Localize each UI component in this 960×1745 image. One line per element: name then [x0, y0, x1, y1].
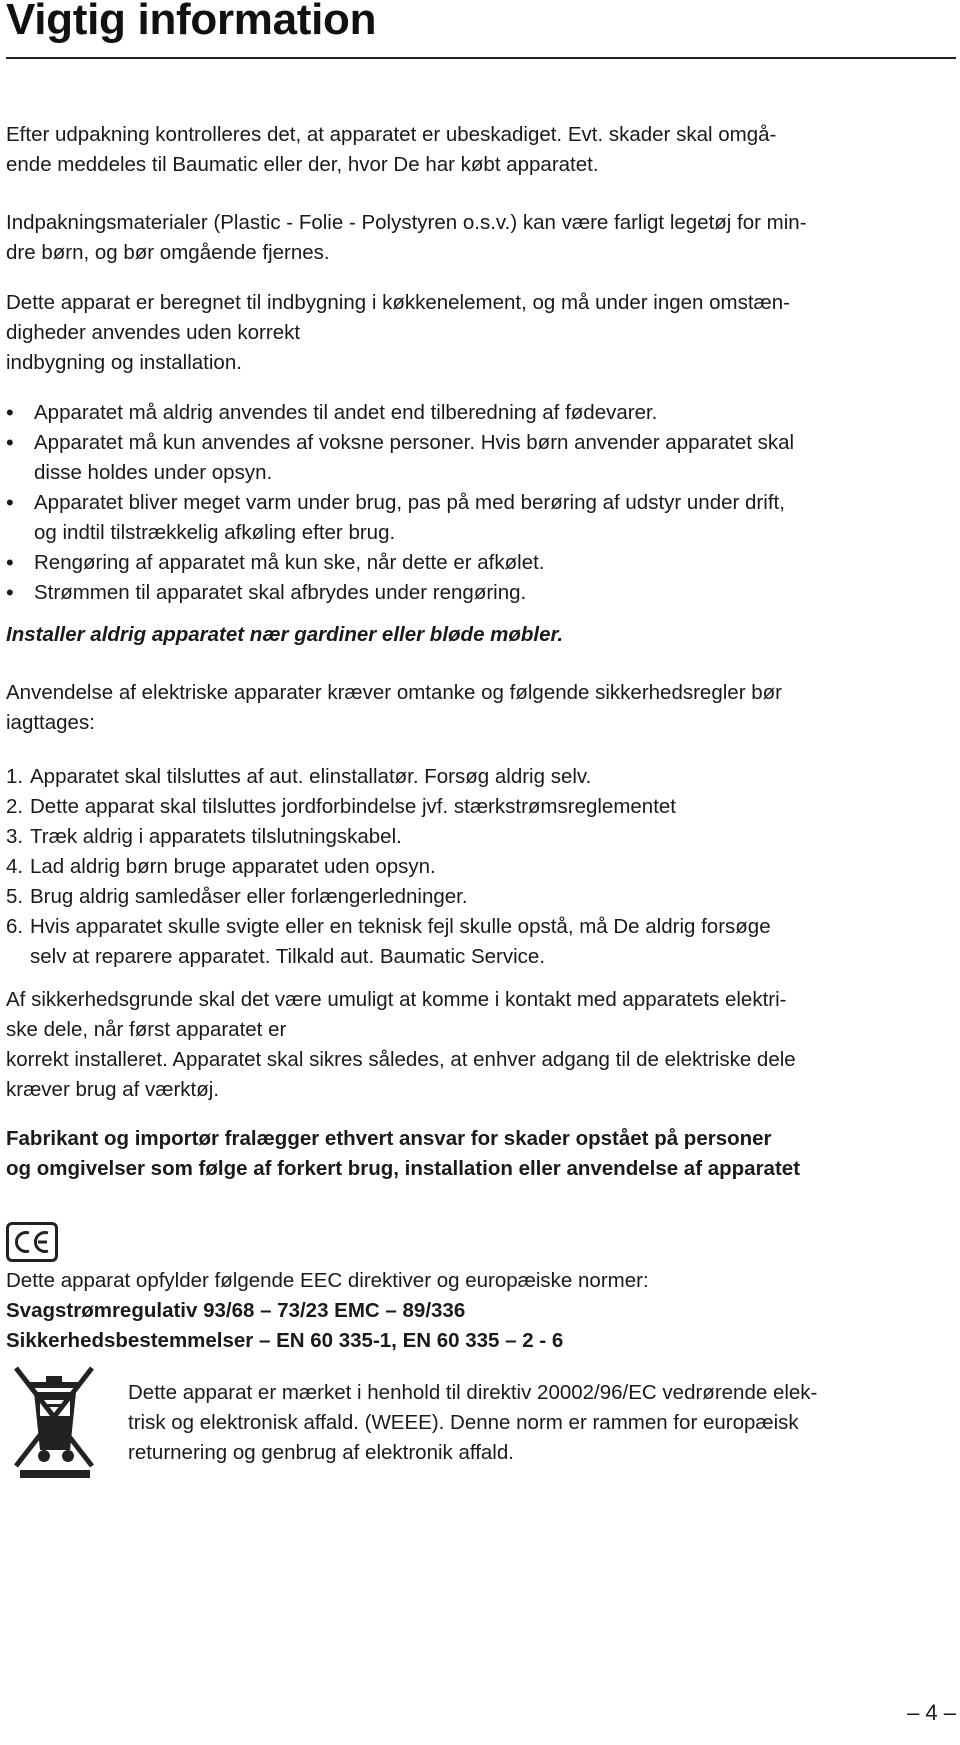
- safety-rules-list: [6, 762, 946, 972]
- rule-item: 2. Dette apparat skal tilsluttes jordforbindelse jvf. stærkstrømsreglementet: [6, 795, 677, 818]
- installation-line: digheder anvendes uden korrekt: [6, 321, 301, 344]
- bullet-item: • Rengøring af apparatet må kun ske, når dette er afkølet.: [6, 548, 946, 578]
- bullet-item: • Strømmen til apparatet skal afbrydes under rengøring.: [6, 578, 946, 608]
- intro-line: ende meddeles til Baumatic eller der, hvor De har købt apparatet.: [6, 153, 599, 176]
- page-title: Vigtig information: [6, 0, 377, 44]
- crossed-out-wheelie-bin-icon: [10, 1362, 98, 1480]
- intro-line: Efter udpakning kontrolleres det, at apparatet er ubeskadiget. Evt. skader skal omgå-: [6, 123, 777, 146]
- compliance-section: Dette apparat opfylder følgende EEC direktiver og europæiske normer: Svagstrømregulativ 93/68 – 73/23 EMC – 89/336 Sikkerhedsbestemmelser – EN 60 335-1, EN 60 335 – 2 - 6: [6, 1269, 649, 1352]
- electrical-safety-paragraph: Af sikkerhedsgrunde skal det være umuligt at komme i kontakt med apparatets elektri- ske dele, når først apparatet er korrekt installeret. Apparatet skal sikres således, at enhver adgang til de elektriske dele kræver brug af værktøj.: [6, 988, 796, 1101]
- curtain-warning: Installer aldrig apparatet nær gardiner eller bløde møbler.: [6, 623, 564, 646]
- rule-item: 3. Træk aldrig i apparatets tilslutningskabel.: [6, 825, 402, 848]
- rule-item: 1. Apparatet skal tilsluttes af aut. elinstallatør. Forsøg aldrig selv.: [6, 765, 592, 788]
- installation-line: indbygning og installation.: [6, 351, 242, 374]
- intro-paragraph: [6, 120, 946, 180]
- installation-line: Dette apparat er beregnet til indbygning i køkkenelement, og må under ingen omstæn-: [6, 291, 791, 314]
- packaging-line: Indpakningsmaterialer (Plastic - Folie - Polystyren o.s.v.) kan være farligt legetøj for min-: [6, 211, 807, 234]
- weee-paragraph: Dette apparat er mærket i henhold til direktiv 20002/96/EC vedrørende elek- trisk og elektronisk affald. (WEEE). Denne norm er rammen for europæisk returnering og genbrug af elektronik affald.: [128, 1381, 818, 1464]
- rule-item: 5. Brug aldrig samledåser eller forlængerledninger.: [6, 885, 468, 908]
- bullet-item: • Apparatet bliver meget varm under brug, pas på med berøring af udstyr under drift, og indtil tilstrækkelig afkøling efter brug.: [6, 488, 946, 548]
- packaging-line: dre børn, og bør omgående fjernes.: [6, 241, 330, 264]
- liability-statement: Fabrikant og importør fralægger ethvert ansvar for skader opstået på personer og omgivelser som følge af forkert brug, installation eller anvendelse af apparatet: [6, 1127, 801, 1180]
- rule-item: 6. Hvis apparatet skulle svigte eller en teknisk fejl skulle opstå, må De aldrig forsøge selv at reparere apparatet. Tilkald aut. Baumatic Service.: [6, 915, 771, 968]
- packaging-paragraph: [6, 208, 946, 268]
- ce-mark-icon: [6, 1222, 58, 1262]
- safety-bullet-list: [6, 398, 946, 608]
- bullet-item: • Apparatet må aldrig anvendes til andet end tilberedning af fødevarer.: [6, 398, 946, 428]
- usage-intro-paragraph: Anvendelse af elektriske apparater kræver omtanke og følgende sikkerhedsregler bør iagttages:: [6, 681, 782, 734]
- installation-paragraph: [6, 288, 946, 378]
- document-page: [6, 0, 956, 1725]
- page-number: – 4 –: [907, 1700, 956, 1725]
- bullet-item: • Apparatet må kun anvendes af voksne personer. Hvis børn anvender apparatet skal disse holdes under opsyn.: [6, 428, 946, 488]
- title-divider: [6, 57, 956, 59]
- rule-item: 4. Lad aldrig børn bruge apparatet uden opsyn.: [6, 855, 436, 878]
